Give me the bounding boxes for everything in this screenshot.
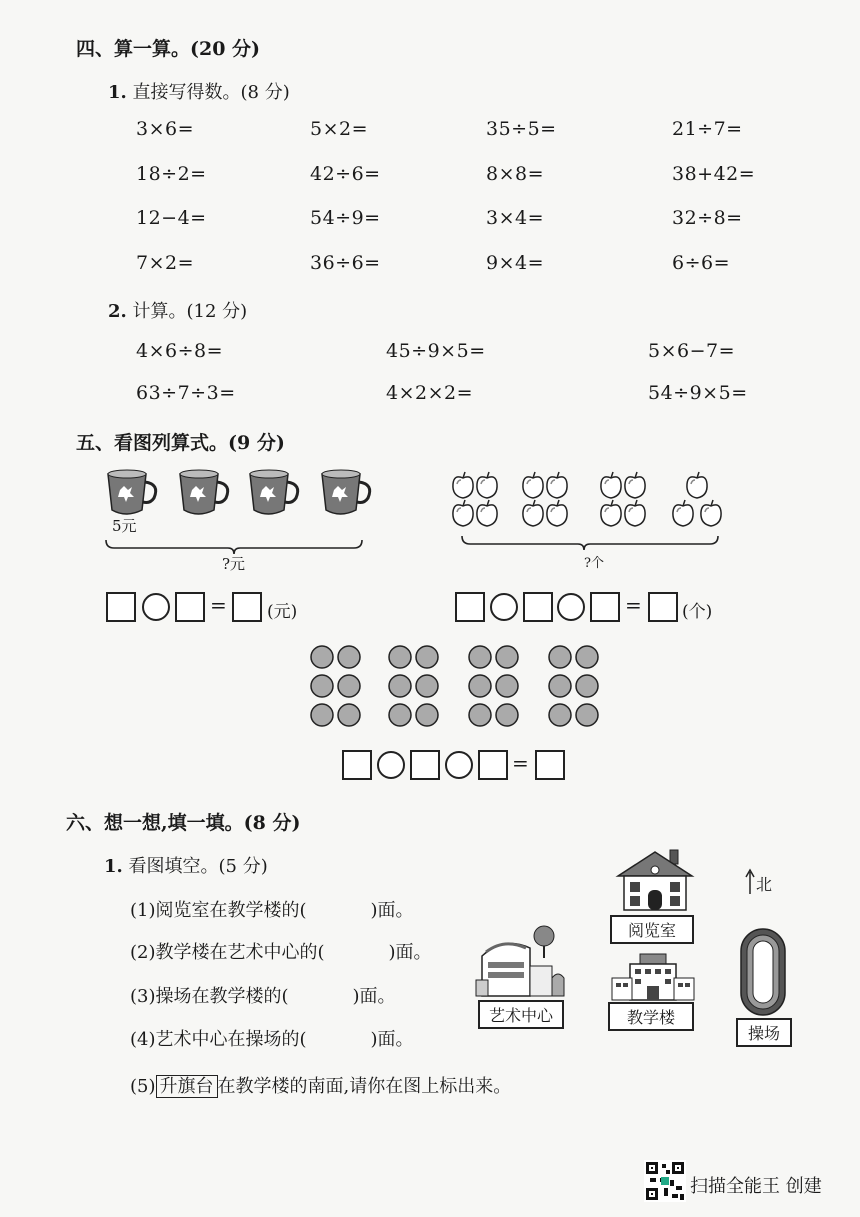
ball-icon <box>416 646 438 668</box>
ball-icon <box>469 675 491 697</box>
cup-icon <box>108 470 156 514</box>
section4-title: 四、算一算。(20 分) <box>76 38 261 60</box>
q1-problem: 12−4= <box>136 207 207 229</box>
section6-title: 六、想一想,填一填。(8 分) <box>66 812 301 834</box>
ball-icon <box>576 675 598 697</box>
art-center-building-icon <box>474 922 566 998</box>
q2-problem: 4×2×2= <box>386 382 474 404</box>
apple-icon <box>477 472 497 498</box>
reading-room-building-icon <box>614 848 696 912</box>
cup-icon <box>180 470 228 514</box>
q1-problem: 18÷2= <box>136 163 207 185</box>
q1-problem: 5×2= <box>310 118 369 140</box>
answer-box[interactable] <box>232 592 262 622</box>
q2-problem: 45÷9×5= <box>386 340 486 362</box>
qr-code-icon <box>644 1160 686 1202</box>
ball-icon <box>576 704 598 726</box>
q2-heading <box>108 297 247 323</box>
apple-icon <box>477 500 497 526</box>
s6-q1-number: 1. <box>104 856 123 877</box>
map-art-center-label: 艺术中心 <box>478 1000 564 1029</box>
ball-icon <box>416 675 438 697</box>
answer-box[interactable] <box>535 750 565 780</box>
ball-icon <box>496 646 518 668</box>
apple-icon <box>701 500 721 526</box>
cups-unit: (元) <box>267 602 298 622</box>
s6-q1-text: 看图填空。(5 分) <box>128 856 268 877</box>
ball-icon <box>576 646 598 668</box>
fill-item-2: (2)教学楼在艺术中心的( )面。 <box>130 942 432 963</box>
q1-problem: 3×6= <box>136 118 195 140</box>
q1-problem: 54÷9= <box>310 207 381 229</box>
q2-number: 2. <box>108 301 127 322</box>
apples-total-label: ?个 <box>584 556 604 571</box>
q2-problem: 63÷7÷3= <box>136 382 236 404</box>
ball-icon <box>549 646 571 668</box>
fill-item-4: (4)艺术中心在操场的( )面。 <box>130 1029 414 1050</box>
ball-icon <box>496 704 518 726</box>
answer-box[interactable] <box>342 750 372 780</box>
cup-price-label: 5元 <box>112 517 137 535</box>
playground-track-icon <box>738 926 788 1018</box>
balls-figure <box>300 640 610 732</box>
ball-icon <box>338 704 360 726</box>
apple-icon <box>673 500 693 526</box>
map-teaching-building-label: 教学楼 <box>608 1002 694 1031</box>
answer-box[interactable] <box>478 750 508 780</box>
fill-item-3: (3)操场在教学楼的( )面。 <box>130 986 396 1007</box>
s6-q1-heading <box>104 852 268 878</box>
equals-sign: = <box>210 593 227 617</box>
q1-problem: 35÷5= <box>486 118 557 140</box>
operator-circle[interactable] <box>445 751 473 779</box>
ball-icon <box>416 704 438 726</box>
equals-sign: = <box>625 593 642 617</box>
apples-figure <box>448 462 728 557</box>
q2-problem: 54÷9×5= <box>648 382 748 404</box>
q1-problem: 6÷6= <box>672 252 731 274</box>
apple-icon <box>453 500 473 526</box>
answer-box[interactable] <box>523 592 553 622</box>
operator-circle[interactable] <box>557 593 585 621</box>
apple-icon <box>601 472 621 498</box>
q1-text: 直接写得数。(8 分) <box>132 82 290 103</box>
ball-icon <box>469 704 491 726</box>
answer-box[interactable] <box>106 592 136 622</box>
q1-heading <box>108 78 290 104</box>
section5-title: 五、看图列算式。(9 分) <box>76 432 285 454</box>
q1-problem: 32÷8= <box>672 207 743 229</box>
ball-icon <box>311 704 333 726</box>
answer-box[interactable] <box>175 592 205 622</box>
q1-problem: 9×4= <box>486 252 545 274</box>
cup-icon <box>322 470 370 514</box>
q1-number: 1. <box>108 82 127 103</box>
apple-icon <box>523 500 543 526</box>
equals-sign: = <box>512 751 529 775</box>
ball-icon <box>389 646 411 668</box>
q1-problem: 7×2= <box>136 252 195 274</box>
footer-watermark: 扫描全能王 创建 <box>690 1176 822 1197</box>
q1-problem: 38+42= <box>672 163 756 185</box>
q1-problem: 42÷6= <box>310 163 381 185</box>
answer-box[interactable] <box>410 750 440 780</box>
apples-unit: (个) <box>682 602 713 622</box>
fill-item-1: (1)阅览室在教学楼的( )面。 <box>130 900 414 921</box>
operator-circle[interactable] <box>377 751 405 779</box>
north-label: 北 <box>756 875 773 894</box>
map-playground-label: 操场 <box>736 1018 792 1047</box>
ball-icon <box>469 646 491 668</box>
apple-icon <box>687 472 707 498</box>
ball-icon <box>338 646 360 668</box>
q1-problem: 3×4= <box>486 207 545 229</box>
cup-icon <box>250 470 298 514</box>
ball-icon <box>338 675 360 697</box>
answer-box[interactable] <box>648 592 678 622</box>
ball-icon <box>389 675 411 697</box>
answer-box[interactable] <box>590 592 620 622</box>
ball-icon <box>311 675 333 697</box>
operator-circle[interactable] <box>490 593 518 621</box>
q2-text: 计算。(12 分) <box>132 301 248 322</box>
ball-icon <box>549 704 571 726</box>
apple-icon <box>625 472 645 498</box>
fill-item-5: (5) 升旗台 在教学楼的南面,请你在图上标出来。 <box>130 1076 512 1097</box>
q1-problem: 21÷7= <box>672 118 743 140</box>
teaching-building-icon <box>610 952 696 1002</box>
apple-icon <box>601 500 621 526</box>
q1-problem: 36÷6= <box>310 252 381 274</box>
q1-problem: 8×8= <box>486 163 545 185</box>
apple-icon <box>547 500 567 526</box>
ball-icon <box>389 704 411 726</box>
north-arrow-icon <box>744 868 756 896</box>
ball-icon <box>496 675 518 697</box>
apple-icon <box>453 472 473 498</box>
map-reading-room-label: 阅览室 <box>610 915 694 944</box>
apple-icon <box>625 500 645 526</box>
q2-problem: 5×6−7= <box>648 340 736 362</box>
answer-box[interactable] <box>455 592 485 622</box>
operator-circle[interactable] <box>142 593 170 621</box>
q2-problem: 4×6÷8= <box>136 340 224 362</box>
apple-icon <box>523 472 543 498</box>
ball-icon <box>311 646 333 668</box>
apple-icon <box>547 472 567 498</box>
cups-total-label: ?元 <box>222 555 246 573</box>
flag-platform-label: 升旗台 <box>156 1075 218 1098</box>
ball-icon <box>549 675 571 697</box>
